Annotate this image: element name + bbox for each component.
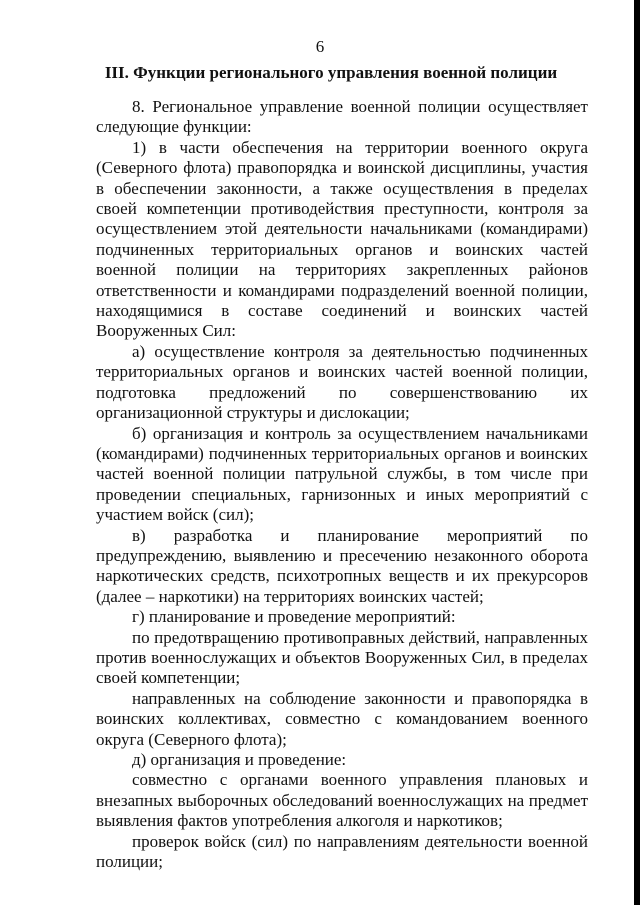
paragraph: в) разработка и планирование мероприятий по предупреждению, выявлению и пресечению незаконного оборота наркотических средств, психотропных веществ и их прекурсоров (далее – наркотики) на территориях воинских частей; (96, 525, 588, 606)
paragraph: по предотвращению противоправных действий, направленных против военнослужащих и объектов Вооруженных Сил, в пределах своей компетенции; (96, 627, 588, 688)
paragraph: направленных на соблюдение законности и правопорядка в воинских коллективах, совместно с командованием военного округа (Северного флота); (96, 688, 588, 749)
scan-edge (634, 0, 640, 905)
paragraph: совместно с органами военного управления плановых и внезапных выборочных обследований военнослужащих на предмет выявления фактов употребления алкоголя и наркотиков; (96, 770, 588, 831)
paragraph: 1) в части обеспечения на территории военного округа (Северного флота) правопорядка и воинской дисциплины, участия в обеспечении законности, а также осуществления в пределах своей компетенции противодействия преступности, контроля за осуществлением этой деятельности начальниками (командирами) подчиненных территориальных органов и воинских частей военной полиции на территориях закрепленных районов ответственности и командирами подразделений военной полиции, находящимися в составе соединений и воинских частей Вооруженных Сил: (96, 137, 588, 341)
paragraph: 8. Региональное управление военной полиции осуществляет следующие функции: (96, 97, 588, 137)
paragraph: проверок войск (сил) по направлениям деятельности военной полиции; (96, 831, 588, 872)
body-text (96, 97, 588, 872)
paragraph: д) организация и проведение: (132, 750, 347, 769)
paragraph: г) планирование и проведение мероприятий: (132, 607, 456, 627)
paragraph: б) организация и контроль за осуществлением начальниками (командирами) подчиненных территориальных органов и воинских частей военной полиции патрульной службы, в том числе при проведении специальных, гарнизонных и иных мероприятий с участием войск (сил); (96, 423, 588, 525)
section-heading: III. Функции регионального управления военной полиции (104, 63, 558, 82)
paragraph: а) осуществление контроля за деятельностью подчиненных территориальных органов и воинских частей военной полиции, подготовка предложений по совершенствованию их организационной структуры и дислокации; (96, 341, 588, 423)
page-number: 6 (315, 37, 325, 56)
